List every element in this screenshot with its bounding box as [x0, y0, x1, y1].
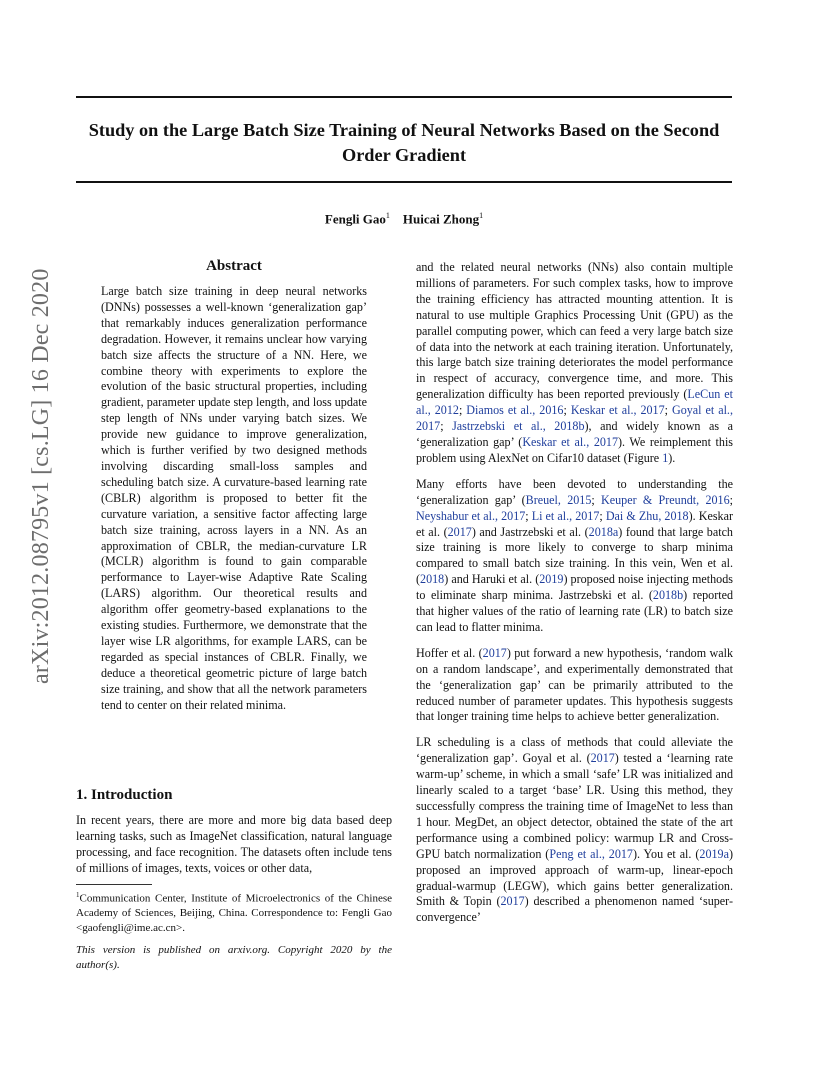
author-name: Huicai Zhong [402, 211, 480, 227]
right-column [416, 260, 733, 936]
footnote-text: Communication Center, Institute of Microelectronics of the Chinese Academy of Sciences, Beijing, China. Correspondence to: Fengli Gao <gaofengli@ime.ac.cn>. [76, 892, 392, 934]
citation-link[interactable]: Breuel, 2015 [525, 492, 592, 507]
paper-title: Study on the Large Batch Size Training of Neural Networks Based on the Second Order Gradient [88, 120, 720, 165]
paragraph-text: ) proposed an improved approach of warm-up, linear-epoch gradual-warmup (LEGW), which gains better generalization. Smith & Topin ( [416, 846, 733, 909]
citation-link[interactable]: 2017 [590, 751, 615, 766]
paragraph-text: ). Keskar et al. ( [416, 508, 733, 539]
paragraph-text: and the related neural networks (NNs) also contain multiple millions of parameters. For such complex tasks, how to improve the training efficiency has attracted mounting attention. It is natural to use multiple Graphics Processing Unit (GPU) as the parallel computing power, which can feed a very large batch size of data into the network at each training iteration. Unfortunately, this large batch size training deteriorates the model performance in respect of accuracy, convergence time, and more. This generalization difficulty has been reported previously ( [416, 260, 733, 402]
paragraph-text: Hoffer et al. ( [416, 645, 483, 660]
citation-link[interactable]: 1 [662, 450, 669, 465]
citation-link[interactable]: Dai & Zhu, 2018 [605, 508, 689, 523]
author-list [76, 211, 732, 227]
citation-link[interactable]: 2017 [482, 645, 507, 660]
paragraph-text: ; [525, 508, 532, 523]
paragraph-text: ; [563, 403, 571, 418]
paragraph [416, 477, 733, 636]
citation-link[interactable]: 2017 [500, 894, 525, 909]
paragraph-text: ; [664, 403, 672, 418]
citation-link[interactable]: Keskar et al., 2017 [570, 403, 665, 418]
paragraph-text: ; [458, 403, 467, 418]
paragraph-text: ) and Haruki et al. ( [444, 572, 540, 587]
paragraph-text: ). You et al. ( [632, 846, 700, 861]
footnote-mark: 1 [76, 891, 80, 899]
citation-link[interactable]: 2019a [699, 846, 729, 861]
paragraph-text: ) and Jastrzebski et al. ( [471, 524, 589, 539]
citation-link[interactable]: Jastrzebski et al., 2018b [452, 419, 585, 434]
citation-link[interactable]: 2018a [588, 524, 619, 539]
paragraph-text: ; [729, 492, 734, 507]
title-bottom-rule [76, 181, 732, 183]
author-affiliation-mark: 1 [479, 211, 484, 220]
citation-link[interactable]: Peng et al., 2017 [549, 846, 633, 861]
publication-note: This version is published on arxiv.org. Copyright 2020 by the author(s). [76, 944, 392, 971]
citation-link[interactable]: Keuper & Preundt, 2016 [601, 492, 730, 507]
paragraph-text: ; [599, 508, 606, 523]
paragraph-text: ) tested a ‘learning rate warm-up’ scheme, in which a small ‘safe’ LR was initialized and linearly scaled to a target ‘base’ LR. Using this method, they successfully compress the training time of ImageNet to less than 1 hour. MegDet, an object detector, obtained the state of the art performance using a combined policy: warmup LR and Cross-GPU batch normalization ( [416, 751, 733, 861]
paragraph-text: ). We reimplement this problem using AlexNet on Cifar10 dataset (Figure [416, 434, 734, 465]
title-top-rule [76, 96, 732, 98]
citation-link[interactable]: Goyal et al., 2017 [416, 403, 733, 434]
citation-link[interactable]: Keskar et al., 2017 [522, 434, 619, 449]
paragraph-text: ). [668, 450, 676, 465]
paragraph-text: ) put forward a new hypothesis, ‘random walk on a random landscape’, and experimentally demonstrated that the ‘generalization gap’ can be primarily attributed to the reduced number of parameter updates. This hypothesis suggests that longer training time helps to achieve better generalization. [416, 645, 733, 724]
abstract-text: Large batch size training in deep neural networks (DNNs) possesses a well-known ‘generalization gap’ that remarkably induces generalization performance degradation. However, it remains unclear how varying batch size affects the structure of a NN. Here, we combine theory with experiments to explore the evolution of the basic structural properties, including gradient, parameter update step length, and loss update step length of NNs under varying batch sizes. We provide new guidance to improve generalization, which is further verified by two designed methods involving discarding small-loss samples and scheduling batch size. A curvature-based learning rate (CBLR) algorithm is proposed to better fit the curvature variation, a sensitive factor affecting large batch size training, across layers in a NN. As an approximation of CBLR, the median-curvature LR (MCLR) algorithm is found to gain comparable performance to Layer-wise Adaptive Rate Scaling (LARS) algorithm. Our theoretical results and algorithm offer geometry-based explanations to the existing studies. Furthermore, we demonstrate that the layer wise LR algorithms, for example LARS, can be regarded as special instances of CBLR. Finally, we deduce a theoretical geometric picture of large batch size training, and show that all the network parameters tend to center on their related minima. [101, 284, 367, 712]
paragraph-text: ; [591, 492, 602, 507]
paragraph-text: ), and widely known as a ‘generalization gap’ ( [416, 419, 733, 449]
paragraph-text: ; [440, 419, 453, 434]
abstract-heading: Abstract [206, 258, 262, 274]
citation-link[interactable]: LeCun et al., 2012 [416, 387, 733, 418]
citation-link[interactable]: Li et al., 2017 [531, 508, 600, 523]
citation-link[interactable]: 2017 [447, 524, 472, 539]
author-affiliation-mark: 1 [385, 211, 390, 220]
introduction-heading: 1. Introduction [76, 787, 173, 803]
paragraph-text: LR scheduling is a class of methods that could alleviate the ‘generalization gap’. Goyal et al. ( [416, 735, 733, 766]
paragraph [416, 260, 733, 467]
citation-link[interactable]: Diamos et al., 2016 [466, 403, 564, 418]
citation-link[interactable]: 2018 [420, 572, 445, 587]
paragraph-text: ) proposed noise injecting methods to eliminate sharp minima. Jastrzebski et al. ( [416, 572, 733, 603]
citation-link[interactable]: 2018b [652, 588, 684, 603]
citation-link[interactable]: Neyshabur et al., 2017 [416, 508, 526, 523]
introduction-text: In recent years, there are more and more big data based deep learning tasks, such as ImageNet classification, natural language processing, and face recognition. The datasets often include tens of millions of images, texts, voices or other data, [76, 813, 392, 875]
paragraph-text: Many efforts have been devoted to understanding the ‘generalization gap’ ( [416, 476, 733, 507]
paragraph-text: ) described a phenomenon named ‘super-convergence’ [416, 894, 733, 925]
paragraph-text: ) reported that higher values of the ratio of learning rate (LR) to batch size can lead to flatter minima. [416, 588, 733, 634]
affiliation-footnote [76, 888, 392, 935]
arxiv-identifier-watermark: arXiv:2012.08795v1 [cs.LG] 16 Dec 2020 [28, 268, 54, 684]
paragraph [416, 646, 733, 726]
paragraph [416, 735, 733, 926]
author-name: Fengli Gao [324, 211, 386, 227]
paragraph-text: ) found that large batch size training is more likely to converge to sharp minima compared to small batch size training. In this vein, Wen et al. ( [416, 524, 733, 587]
footnote-rule [76, 884, 152, 885]
citation-link[interactable]: 2019 [539, 572, 564, 587]
